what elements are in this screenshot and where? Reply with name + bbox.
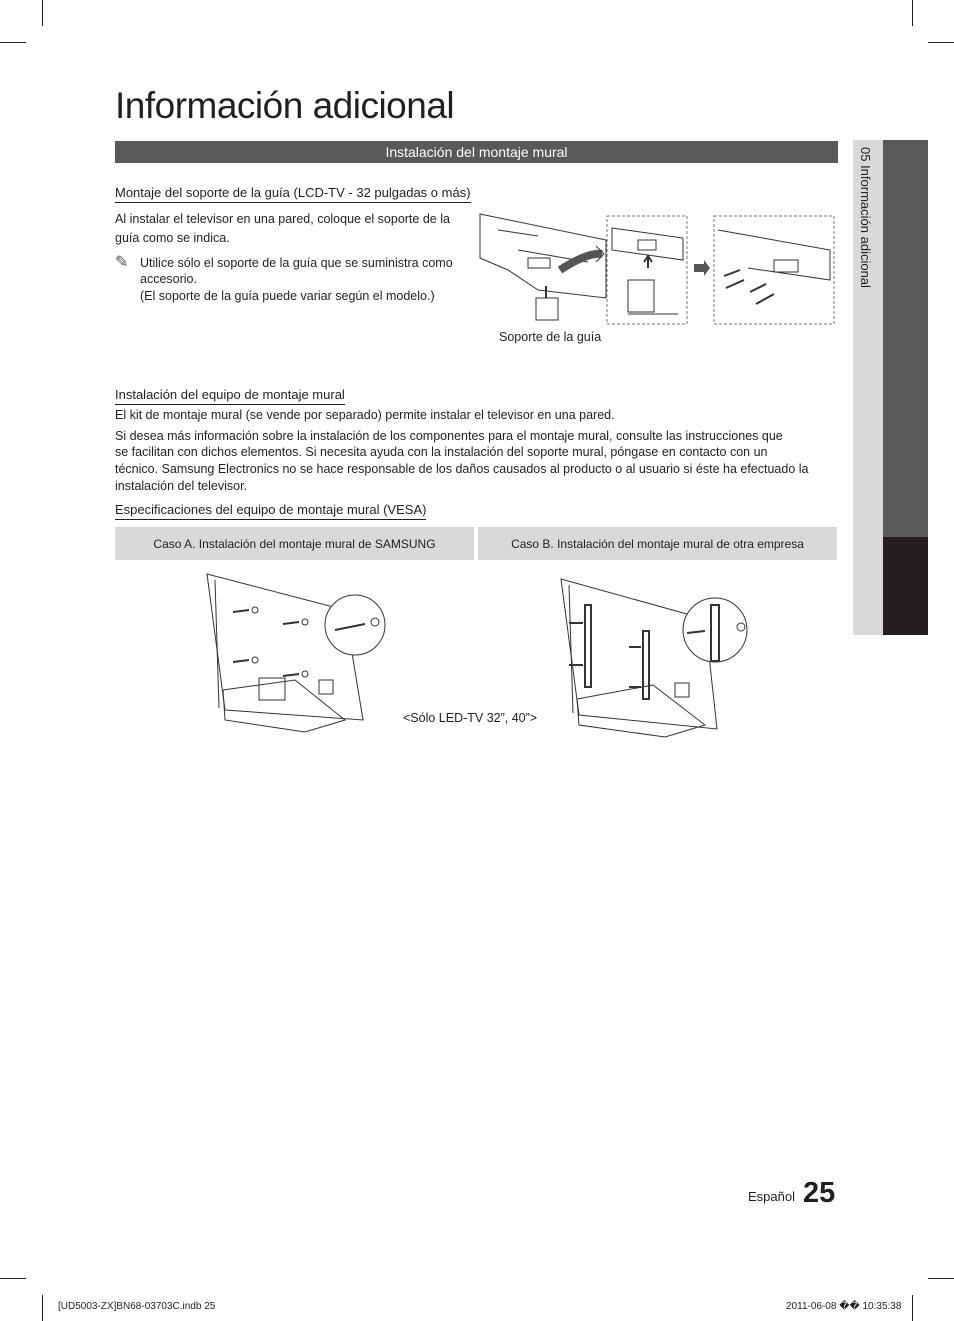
- crop-mark: [42, 1295, 43, 1321]
- detail-frame: [607, 216, 687, 324]
- guide-heading: Montaje del soporte de la guía (LCD-TV - 32 pulgadas o más): [115, 185, 471, 203]
- guide-note-line: Utilice sólo el soporte de la guía que se suministra como: [140, 256, 453, 270]
- case-a-tv-illustration: [195, 570, 390, 740]
- guide-note-line: (El soporte de la guía puede variar según el modelo.): [140, 289, 435, 303]
- wall-mount-paragraph: instalación del televisor.: [115, 479, 248, 493]
- page-number: 25: [803, 1177, 836, 1209]
- guide-body-line: guía como se indica.: [115, 231, 230, 245]
- pencil-note-icon: ✎: [115, 254, 129, 271]
- case-a-header: Caso A. Instalación del montaje mural de SAMSUNG: [115, 527, 474, 560]
- vesa-heading: Especificaciones del equipo de montaje mural (VESA): [115, 502, 426, 520]
- tv-back-illustration: [480, 214, 606, 320]
- crop-mark: [0, 42, 26, 43]
- section-title: Instalación del montaje mural: [115, 141, 838, 163]
- side-tab-marker: [883, 140, 928, 537]
- crop-mark: [42, 0, 43, 26]
- crop-mark: [912, 0, 913, 26]
- print-slug-right: 2011-06-08 �� 10:35:38: [786, 1301, 902, 1312]
- side-tab-marker-active: [883, 537, 928, 635]
- vesa-caption: <Sólo LED-TV 32”, 40”>: [403, 711, 538, 725]
- guide-bracket-diagram: [478, 210, 836, 330]
- case-b-header: Caso B. Instalación del montaje mural de otra empresa: [478, 527, 837, 560]
- wall-mount-paragraph: se facilitan con dichos elementos. Si necesita ayuda con la instalación del soporte mural, póngase en contacto con un: [115, 445, 768, 459]
- wall-mount-paragraph: Si desea más información sobre la instalación de los componentes para el montaje mural, consulte las instrucciones que: [115, 429, 783, 443]
- next-step-arrow: [694, 260, 710, 276]
- crop-mark: [912, 1295, 913, 1321]
- wall-mount-paragraph: El kit de montaje mural (se vende por separado) permite instalar el televisor en una pared.: [115, 408, 615, 422]
- guide-body-line: Al instalar el televisor en una pared, coloque el soporte de la: [115, 212, 450, 226]
- guide-note-line: accesorio.: [140, 272, 197, 286]
- crop-mark: [0, 1278, 26, 1279]
- crop-mark: [928, 42, 954, 43]
- wall-mount-heading: Instalación del equipo de montaje mural: [115, 387, 345, 405]
- side-tab-label: 05 Información adicional: [858, 147, 873, 288]
- guide-diagram-caption: Soporte de la guía: [499, 330, 602, 344]
- wall-mount-paragraph: técnico. Samsung Electronics no se hace responsable de los daños causados al producto o al usuario si éste ha efectuado la: [115, 462, 809, 476]
- case-b-tv-illustration: [555, 575, 755, 745]
- footer-language: Español: [748, 1189, 795, 1204]
- crop-mark: [928, 1278, 954, 1279]
- print-slug-left: [UD5003-ZX]BN68-03703C.indb 25: [58, 1301, 216, 1312]
- page-title: Información adicional: [115, 85, 455, 126]
